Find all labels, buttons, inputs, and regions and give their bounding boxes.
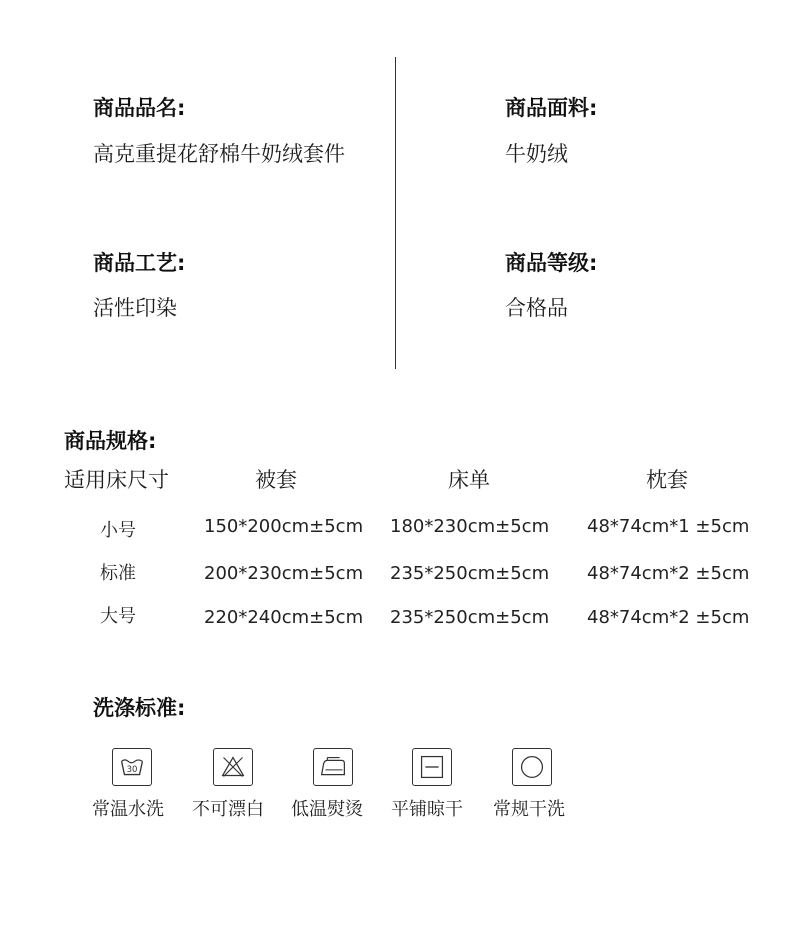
care-label-iron: 低温熨烫 — [291, 799, 363, 820]
row-size: 大号 — [100, 606, 136, 627]
craft-value: 活性印染 — [93, 296, 177, 320]
product-name-value: 高克重提花舒棉牛奶绒套件 — [93, 142, 345, 166]
vertical-divider — [395, 57, 396, 369]
product-name-label: 商品品名: — [93, 96, 186, 120]
grade-value: 合格品 — [505, 296, 568, 320]
care-label-no-bleach: 不可漂白 — [192, 799, 264, 820]
header-pillow: 枕套 — [646, 468, 688, 492]
row-size: 标准 — [100, 563, 136, 584]
spec-title: 商品规格: — [64, 429, 157, 453]
header-sheet: 床单 — [448, 468, 490, 492]
row-pillow: 48*74cm*2 ±5cm — [587, 563, 750, 584]
row-duvet: 200*230cm±5cm — [204, 563, 364, 584]
wash-temp-text: 30 — [126, 765, 138, 776]
header-bed-size: 适用床尺寸 — [64, 468, 169, 492]
fabric-value: 牛奶绒 — [505, 142, 568, 166]
row-duvet: 220*240cm±5cm — [204, 607, 364, 628]
craft-label: 商品工艺: — [93, 251, 186, 275]
care-label-dry-flat: 平铺晾干 — [391, 799, 463, 820]
row-duvet: 150*200cm±5cm — [204, 516, 364, 537]
care-title: 洗涤标准: — [93, 696, 186, 720]
low-iron-icon — [313, 748, 353, 786]
row-sheet: 235*250cm±5cm — [390, 563, 550, 584]
dry-flat-icon — [412, 748, 452, 786]
row-sheet: 180*230cm±5cm — [390, 516, 550, 537]
grade-label: 商品等级: — [505, 251, 598, 275]
row-pillow: 48*74cm*2 ±5cm — [587, 607, 750, 628]
wash-30-icon — [112, 748, 152, 786]
no-bleach-icon — [213, 748, 253, 786]
row-pillow: 48*74cm*1 ±5cm — [587, 516, 750, 537]
fabric-label: 商品面料: — [505, 96, 598, 120]
row-size: 小号 — [100, 520, 136, 541]
row-sheet: 235*250cm±5cm — [390, 607, 550, 628]
care-label-wash: 常温水洗 — [92, 799, 164, 820]
dry-clean-icon — [512, 748, 552, 786]
header-duvet: 被套 — [255, 468, 297, 492]
care-label-dry-clean: 常规干洗 — [493, 799, 565, 820]
